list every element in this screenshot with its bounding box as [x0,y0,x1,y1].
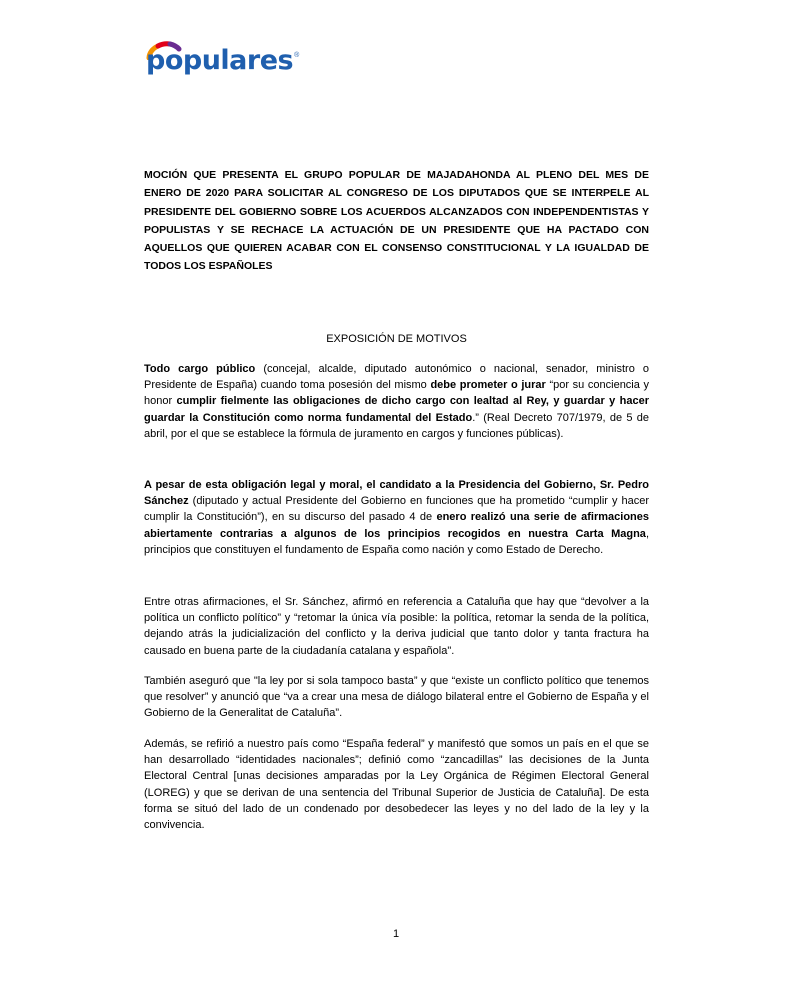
logo-text: populares [146,45,294,76]
p2-bold-2: enero realizó una serie de afirmaciones abiertamente contrarias a algunos de los principios recogidos en nuestra Carta Magna [144,511,649,540]
paragraph-5: Además, se refirió a nuestro país como “España federal” y manifestó que somos un país en el que se han desarrollado “identidades nacionales”; definió como “zancadillas” las decisiones de la Junta Electoral Central [unas decisiones amparadas por la Ley Orgánica de Régimen Electoral General (LOREG) y que se derivan de una sentencia del Tribunal Superior de Justicia de Cataluña]. De esta forma se situó del lado de un condenado por desobedecer las leyes y no del lado de la ley y la convivencia. [144,738,649,832]
p2-text-1: (diputado y actual Presidente del Gobierno en funciones que ha prometido “cumplir y hacer cumplir la Constitución”), en su discurso del pasado 4 de [144,495,649,524]
p2-bold-1: A pesar de esta obligación legal y moral, el candidato a la Presidencia del Gobierno, Sr. Pedro Sánchez [144,479,649,508]
p1-bold-1: Todo cargo público [144,363,256,375]
populares-logo [146,40,299,82]
p1-text-2: “por su conciencia y honor [144,379,649,408]
p2-text-2: , principios que constituyen el fundamento de España como nación y como Estado de Derecho. [144,527,649,556]
page-number: 1 [392,928,400,940]
p1-bold-3: cumplir fielmente las obligaciones de dicho cargo con lealtad al Rey, y guardar y hacer guardar la Constitución como norma fundamental del Estado [144,395,649,424]
paragraph-4: También aseguró que "la ley por si sola tampoco basta” y que “existe un conflicto político que tenemos que resolver” y anunció que “va a crear una mesa de diálogo bilateral entre el Gobierno de España y el Gobierno de la Generalitat de Cataluña”. [144,675,649,720]
p1-bold-2: debe prometer o jurar [430,379,546,392]
motion-title: MOCIÓN QUE PRESENTA EL GRUPO POPULAR DE MAJADAHONDA AL PLENO DEL MES DE ENERO DE 2020 PARA SOLICITAR AL CONGRESO DE LOS DIPUTADOS QUE SE INTERPELE AL PRESIDENTE DEL GOBIERNO SOBRE LOS ACUERDOS ALCANZADOS CON INDEPENDENTISTAS Y POPULISTAS Y SE RECHACE LA ACTUACIÓN DE UN PRESIDENTE QUE HA PACTADO CON AQUELLOS QUE QUIEREN ACABAR CON EL CONSENSO CONSTITUCIONAL Y LA IGUALDAD DE TODOS LOS ESPAÑOLES [144,169,649,273]
p1-text-1: (concejal, alcalde, diputado autonómico o nacional, senador, ministro o Presidente de España) cuando toma posesión del mismo [144,363,650,392]
paragraph-2 [144,477,649,558]
section-heading: EXPOSICIÓN DE MOTIVOS [326,333,467,345]
paragraph-1 [144,361,649,442]
paragraph-3: Entre otras afirmaciones, el Sr. Sánchez, afirmó en referencia a Cataluña que hay que “devolver a la política un conflicto político” y “retomar la única vía posible: la política, retomar la senda de la política, dejando atrás la judicialización del conflicto y la deriva judicial que tanto dolor y tanta fractura ha causado en buena parte de la ciudadanía catalana y española". [144,596,649,657]
logo-registered-mark: ® [294,52,300,59]
p1-text-3: .” (Real Decreto 707/1979, de 5 de abril, por el que se establece la fórmula de juramento en cargos y funciones públicas). [144,411,649,440]
